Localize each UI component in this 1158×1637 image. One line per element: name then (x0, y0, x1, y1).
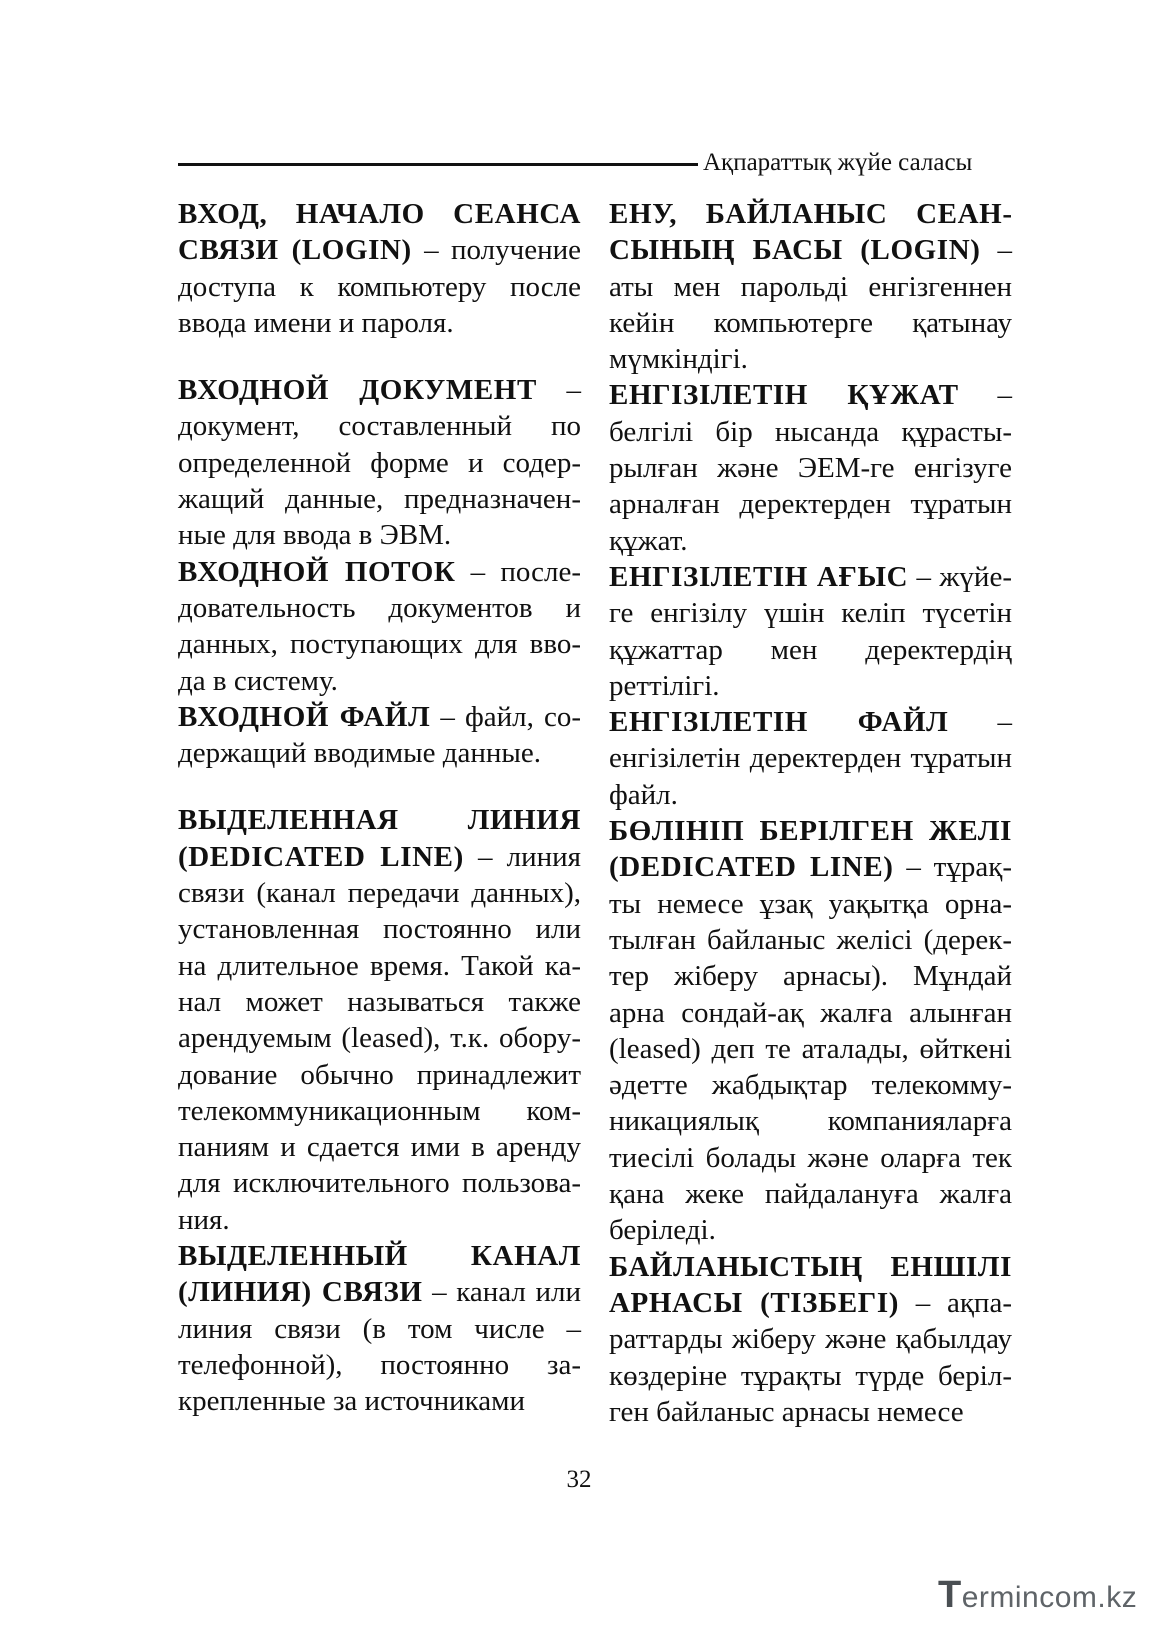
entry-definition: – файл, содержащий вводимые данные. (178, 700, 582, 770)
running-header: Ақпараттық жүйе саласы (703, 149, 973, 176)
entry-term: ЕНУ, БАЙЛАНЫС СЕАНСЫНЫҢ БАСЫ (LOGIN) (609, 198, 1012, 267)
entry-term: ЕНГІЗІЛЕТІН АҒЫС (609, 560, 909, 593)
entry-definition: – документ, составленный по определенной форме и содержащий данные, предназначенные для ввода в ЭВМ. (178, 374, 581, 552)
entry-input-stream-ru (178, 554, 581, 699)
entry-term: ЕНГІЗІЛЕТІН ҚҰЖАТ (609, 379, 959, 412)
entry-input-file-ru (178, 699, 581, 772)
watermark-initial: T (938, 1574, 962, 1616)
header-rule (178, 163, 698, 166)
entry-definition: – ақпараттарды жіберу және қабылдау көздеріне тұрақты түрде берілген байланыс арнасы немесе (609, 1286, 1012, 1428)
site-watermark-logo (938, 1574, 1137, 1617)
entry-definition: – канал или линия связи (в том числе – телефонной), постоянно закрепленные за источниками (178, 1276, 581, 1418)
entry-definition: – последовательность документов и данных, поступающих для ввода в систему. (178, 555, 581, 697)
entry-term: ВХОДНОЙ ДОКУМЕНТ (178, 374, 537, 407)
entry-term: ВЫДЕЛЕННЫЙ КАНАЛ (ЛИНИЯ) СВЯЗИ (178, 1240, 581, 1309)
entry-term: БӨЛІНІП БЕРІЛГЕН ЖЕЛІ (DEDICATED LINE) (609, 815, 1012, 884)
entry-definition: – жүйеге енгізілу үшін келіп түсетін құжаттар мен деректердің реттілігі. (609, 560, 1012, 702)
watermark-text: ermincom.kz (961, 1581, 1138, 1614)
entry-login-kk (609, 196, 1012, 377)
entry-definition: – линия связи (канал передачи данных), установленная постоянно или на длительное время. Такой канал может называться также арендуемым (leased), т.к. оборудование обычно принадлежит телекоммуникационным компаниям и сдается ими в аренду для исключительного пользования. (178, 840, 581, 1236)
entry-definition: – аты мен парольді енгізгеннен кейін компьютерге қатынау мүмкіндігі. (609, 234, 1012, 376)
entry-term: ВЫДЕЛЕННАЯ ЛИНИЯ (DEDICATED LINE) (178, 804, 581, 873)
entry-dedicated-line-kk (609, 813, 1012, 1249)
entry-login-ru (178, 196, 581, 341)
left-column-russian (178, 196, 581, 1420)
entry-input-stream-kk (609, 559, 1012, 704)
entry-input-document-kk (609, 377, 1012, 558)
entry-input-document-ru (178, 372, 581, 553)
entry-term: БАЙЛАНЫСТЫҢ ЕНШІЛІ АРНАСЫ (ТІЗБЕГІ) (609, 1250, 1012, 1319)
entry-dedicated-channel-kk (609, 1249, 1012, 1430)
entry-dedicated-line-ru (178, 802, 581, 1238)
entry-term: ВХОДНОЙ ПОТОК (178, 555, 456, 588)
entry-definition: – енгізілетін деректерден тұратын файл. (609, 706, 1012, 811)
right-column-kazakh (609, 196, 1012, 1430)
page-number: 32 (566, 1466, 592, 1493)
entry-definition: – тұрақты немесе ұзақ уақытқа орнатылған байланыс желісі (деректер жіберу арнасы). Мұндай арна сондай-ақ жалға алынған (leased) деп те аталады, өйткені әдетте жабдықтар телекоммуникациялық компанияларға тиесілі болады және оларға тек қана жеке пайдалануға жалға беріледі. (609, 851, 1012, 1247)
entry-input-file-kk (609, 704, 1012, 813)
entry-dedicated-channel-ru (178, 1238, 581, 1419)
entry-term: ЕНГІЗІЛЕТІН ФАЙЛ (609, 706, 949, 739)
entry-term: ВХОДНОЙ ФАЙЛ (178, 700, 431, 733)
entry-term: ВХОД, НАЧАЛО СЕАНСА СВЯЗИ (LOGIN) (178, 198, 581, 267)
entry-definition: – белгілі бір нысанда құрастырылған және ЭЕМ-ге енгізуге арналған деректерден тұратын құжат. (609, 379, 1013, 557)
entry-definition: – получение доступа к компьютеру после ввода имени и пароля. (178, 234, 581, 339)
